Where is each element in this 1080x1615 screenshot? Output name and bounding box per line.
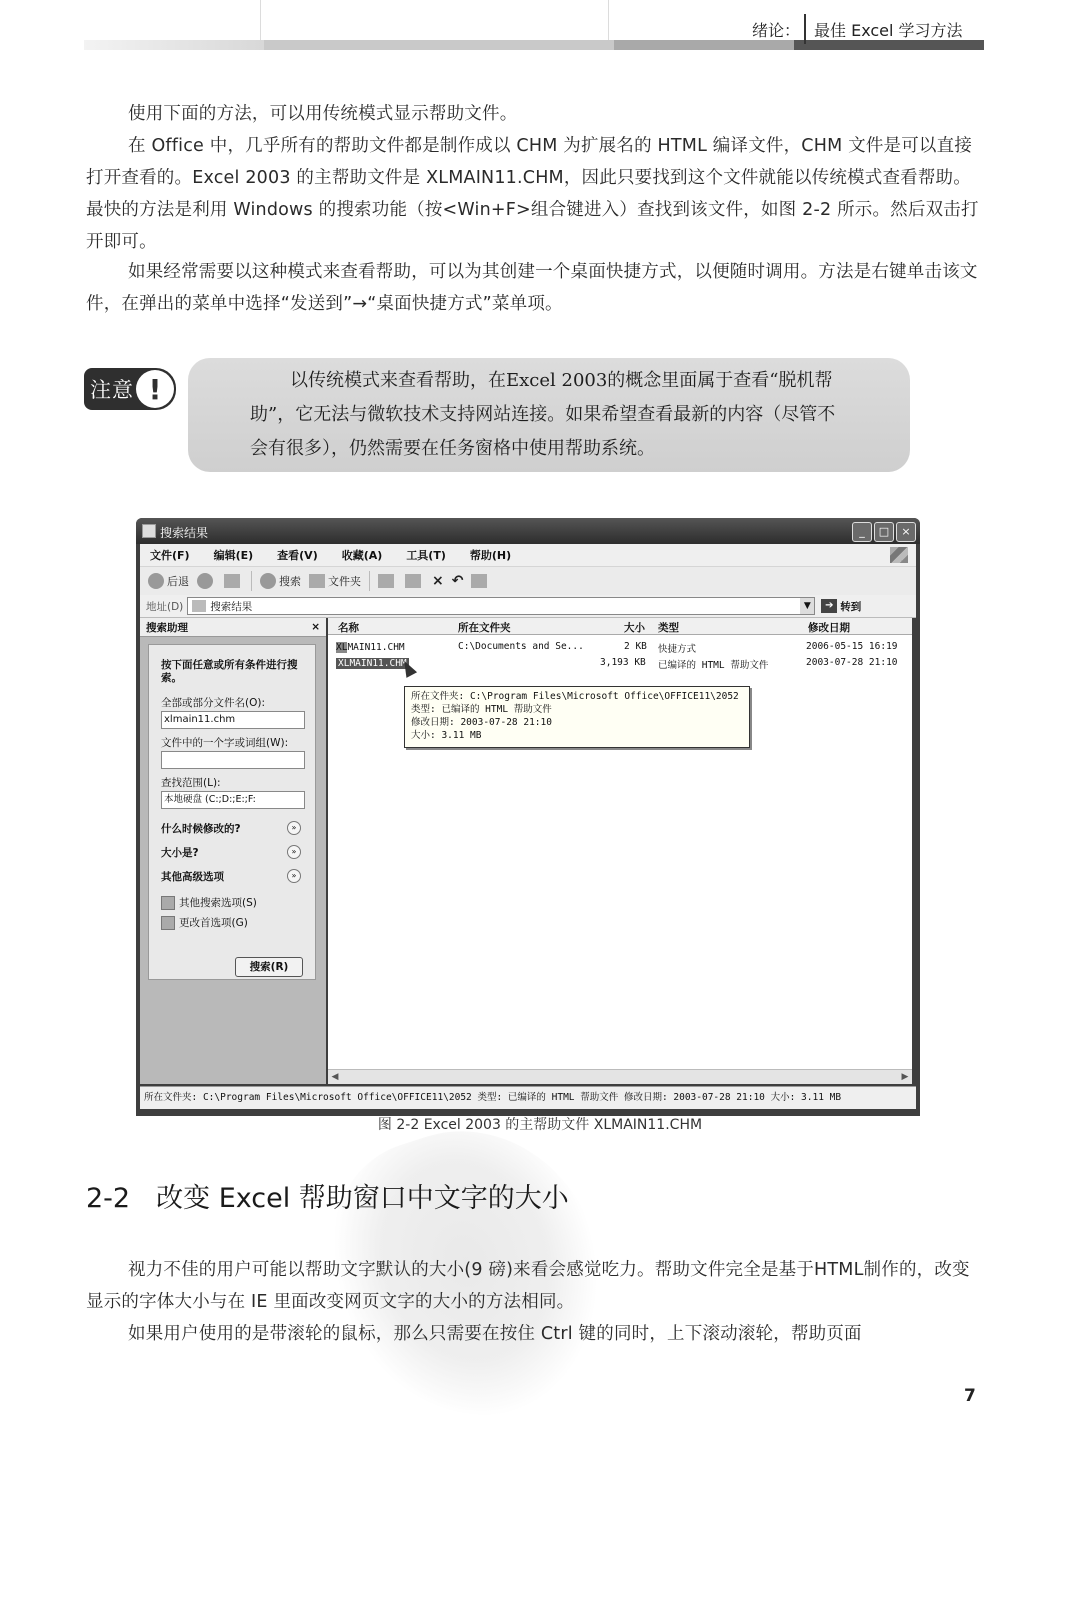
folders-icon [309,574,325,588]
search-assistant-pane [140,618,326,1084]
menu-favorites[interactable]: 收藏(A) [341,549,383,562]
figure-caption: 图 2-2 Excel 2003 的主帮助文件 XLMAIN11.CHM [377,1117,703,1133]
note-box [188,358,910,472]
chevron-down-icon[interactable]: ▼ [800,598,814,614]
cell-type: 已编译的 HTML 帮助文件 [658,660,769,671]
address-label: 地址(D) [146,600,184,613]
column-name[interactable]: 名称 [338,622,359,634]
search-button[interactable] [260,573,301,589]
paragraph: 使用下面的方法，可以用传统模式显示帮助文件。 [128,104,518,124]
column-size[interactable]: 大小 [624,622,645,634]
undo-button[interactable] [452,573,464,589]
tooltip-line: 类型: 已编译的 HTML 帮助文件 [411,704,552,715]
cell-date: 2003-07-28 21:10 [806,657,898,668]
search-assistant-header [140,618,326,637]
tooltip-line: 修改日期: 2003-07-28 21:10 [411,717,552,728]
note-badge [84,368,176,410]
search-results-window [136,518,920,1116]
search-label: 搜索 [279,575,301,588]
table-row[interactable] [328,640,912,655]
header-separator [804,14,806,44]
back-label: 后退 [167,575,189,588]
paragraph: 如果用户使用的是带滚轮的鼠标，那么只需要在按住 Ctrl 键的同时，上下滚动滚轮，帮助页面 [128,1324,862,1344]
search-assistant-title: 搜索助理 [146,621,188,634]
column-date[interactable]: 修改日期 [808,622,850,634]
file-tooltip [404,686,750,748]
menu-bar [140,544,916,566]
search-folder-icon [192,600,206,612]
toolbar-separator [251,571,252,591]
window-titlebar [136,518,920,544]
cell-date: 2006-05-15 16:19 [806,641,898,652]
paragraph: 如果经常需要以这种模式来查看帮助，可以为其创建一个桌面快捷方式，以便随时调用。方法是右键单击该文件，在弹出的菜单中选择“发送到”→“桌面快捷方式”菜单项。 [86,262,978,314]
column-type[interactable]: 类型 [658,622,679,634]
column-header [328,618,912,635]
forward-arrow-icon [197,573,213,589]
go-label: 转到 [840,600,862,613]
tooltip-line: 所在文件夹: C:\Program Files\Microsoft Office\OFFICE11\2052 [411,691,739,702]
go-arrow-icon: ➔ [821,599,837,613]
section-title [86,1176,569,1215]
other-search-label: 其他搜索选项(S) [179,897,257,909]
header-rule [608,0,609,40]
change-preferences-link[interactable] [161,915,248,930]
close-pane-icon[interactable]: × [311,621,320,633]
filename-input[interactable]: xlmain11.chm [161,711,305,729]
advanced-option[interactable]: 其他高级选项 [161,871,224,883]
paragraph: 在 Office 中，几乎所有的帮助文件都是制作成以 CHM 为扩展名的 HTML 编译文件，CHM 文件是可以直接打开查看的。Excel 2003 的主帮助文件是 XLMAIN11.CHM，因此只要找到这个文件就能以传统模式查看帮助。最快的方法是利用 Windows 的搜索功能（按<Win+F>组合键进入）查找到该文件，如图 2-2 所示。然后双击打开即可。 [86,136,979,252]
views-icon [471,574,487,588]
menu-edit[interactable]: 编辑(E) [213,549,254,562]
up-button[interactable] [224,574,243,588]
when-modified-option[interactable]: 什么时候修改的? [161,823,241,835]
maximize-icon[interactable]: □ [874,522,894,542]
menu-file[interactable]: 文件(F) [150,549,190,562]
close-icon[interactable]: × [896,522,916,542]
address-bar [140,595,916,618]
folders-label: 文件夹 [328,575,361,588]
folders-button[interactable] [309,573,361,589]
back-arrow-icon [148,573,164,589]
views-button[interactable] [471,574,490,588]
size-option[interactable]: 大小是? [161,847,199,859]
toolbar [140,566,916,596]
cell-folder: C:\Documents and Se... [458,641,584,652]
chevron-down-icon[interactable]: » [287,845,301,859]
delete-icon: × [432,573,444,589]
section-number: 2-2 [86,1183,131,1214]
menu-view[interactable]: 查看(V) [277,549,318,562]
copy-to-button[interactable] [405,574,424,588]
cell-size: 2 KB [624,641,647,652]
address-input[interactable] [187,597,815,615]
address-value: 搜索结果 [210,600,253,613]
section-heading: 改变 Excel 帮助窗口中文字的大小 [156,1183,569,1214]
window-app-icon [142,524,156,538]
exclamation-icon: ! [136,370,174,408]
copy-to-icon [405,574,421,588]
toolbar-separator [369,571,370,591]
phrase-label: 文件中的一个字或词组(W): [161,737,289,749]
results-pane [328,618,912,1084]
header-chapter: 绪论： [752,21,801,40]
menu-help[interactable]: 帮助(H) [469,549,512,562]
search-form [148,644,316,980]
cell-type: 快捷方式 [658,644,697,655]
header-rule [260,0,261,40]
menu-tools[interactable]: 工具(T) [406,549,446,562]
search-heading: 按下面任意或所有条件进行搜索。 [161,659,298,684]
tooltip-line: 大小: 3.11 MB [411,730,482,741]
phrase-input[interactable] [161,751,305,769]
paragraph: 视力不佳的用户可能以帮助文字默认的大小(9 磅)来看会感觉吃力。帮助文件完全是基于HTML制作的，改变显示的字体大小与在 IE 里面改变网页文字的大小的方法相同。 [86,1260,970,1312]
scope-label: 查找范围(L): [161,777,221,789]
column-folder[interactable]: 所在文件夹 [458,622,511,634]
options-icon [161,896,175,910]
scroll-left-icon[interactable]: ◀ [331,1072,339,1082]
preferences-icon [161,916,175,930]
change-preferences-label: 更改首选项(G) [179,917,248,929]
back-button[interactable] [148,573,189,589]
status-bar: 所在文件夹: C:\Program Files\Microsoft Office\OFFICE11\2052 类型: 已编译的 HTML 帮助文件 修改日期: 2003-07-28 21:10 大小: 3.11 MB [140,1086,916,1109]
up-folder-icon [224,574,240,588]
scroll-right-icon[interactable]: ▶ [901,1072,909,1082]
go-button[interactable] [821,599,861,614]
page-number: 7 [964,1386,976,1406]
forward-button[interactable] [197,573,216,589]
window-title: 搜索结果 [160,526,209,540]
delete-button[interactable] [432,573,444,589]
search-submit-button[interactable]: 搜索(R) [235,957,303,977]
note-text: 以传统模式来查看帮助，在Excel 2003的概念里面属于查看“脱机帮助”，它无法与微软技术支持网站连接。如果希望查看最新的内容（尽管不会有很多），仍然需要在任务窗格中使用帮助系统。 [250,370,836,459]
cell-size: 3,193 KB [600,657,646,668]
scope-select[interactable]: 本地硬盘 (C:;D:;E:;F: [161,791,305,809]
cell-name: XLMAIN11.CHM [336,642,405,653]
search-icon [260,573,276,589]
chevron-down-icon[interactable]: » [287,869,301,883]
windows-flag-icon [890,547,908,563]
other-search-link[interactable] [161,895,257,910]
cell-name: XLMAIN11.CHM [338,658,407,669]
undo-icon: ↶ [451,573,464,589]
move-to-button[interactable] [378,574,397,588]
header-bar [84,40,984,50]
header-title: 最佳 Excel 学习方法 [814,21,963,40]
filename-label: 全部或部分文件名(O): [161,697,265,709]
minimize-icon[interactable]: _ [852,522,872,542]
horizontal-scrollbar[interactable] [328,1069,912,1084]
chevron-down-icon[interactable]: » [287,821,301,835]
note-label: 注意 [90,378,134,402]
move-to-icon [378,574,394,588]
